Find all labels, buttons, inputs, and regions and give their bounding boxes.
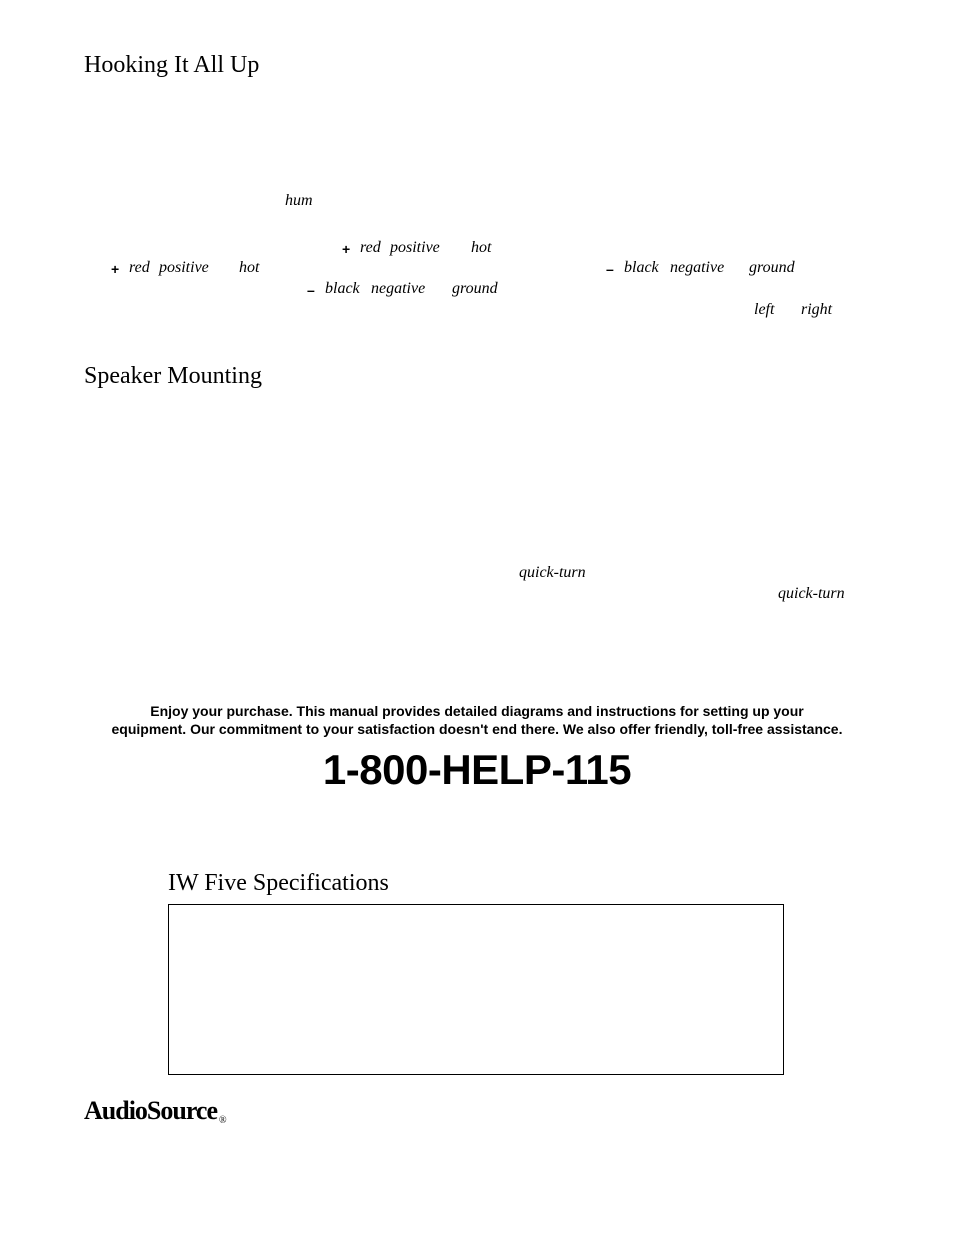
term-quick-turn: quick-turn [778,585,845,602]
term-ground: ground [749,259,795,276]
plus-symbol: + [111,261,120,277]
brand-logo [84,1095,227,1127]
support-line: Enjoy your purchase. This manual provides detailed diagrams and instructions for setting up your [150,703,804,719]
term-quick-turn: quick-turn [519,564,586,581]
term-positive: positive [159,259,209,276]
term-hot: hot [471,239,492,256]
term-right: right [801,301,833,318]
mounting-heading: Speaker Mounting [84,363,262,389]
term-black: black [624,259,659,276]
term-hot: hot [239,259,260,276]
support-phone-number: 1-800-HELP-115 [322,746,632,793]
term-left: left [754,301,775,318]
term-positive: positive [390,239,440,256]
term-red: red [129,259,150,276]
specs-table [168,904,784,1075]
hookup-heading: Hooking It All Up [84,52,260,78]
minus-symbol: – [307,282,315,298]
support-line: equipment. Our commitment to your satisfaction doesn't end there. We also offer friendly, toll-free assistance. [111,721,843,737]
minus-symbol: – [606,261,614,277]
term-ground: ground [452,280,498,297]
brand-name: AudioSource [84,1096,217,1125]
support-message [60,702,894,738]
term-hum: hum [285,192,313,209]
term-negative: negative [371,280,426,297]
specs-heading: IW Five Specifications [168,870,389,896]
registered-mark: ® [219,1115,227,1126]
term-negative: negative [670,259,725,276]
plus-symbol: + [342,241,351,257]
term-black: black [325,280,360,297]
term-red: red [360,239,381,256]
